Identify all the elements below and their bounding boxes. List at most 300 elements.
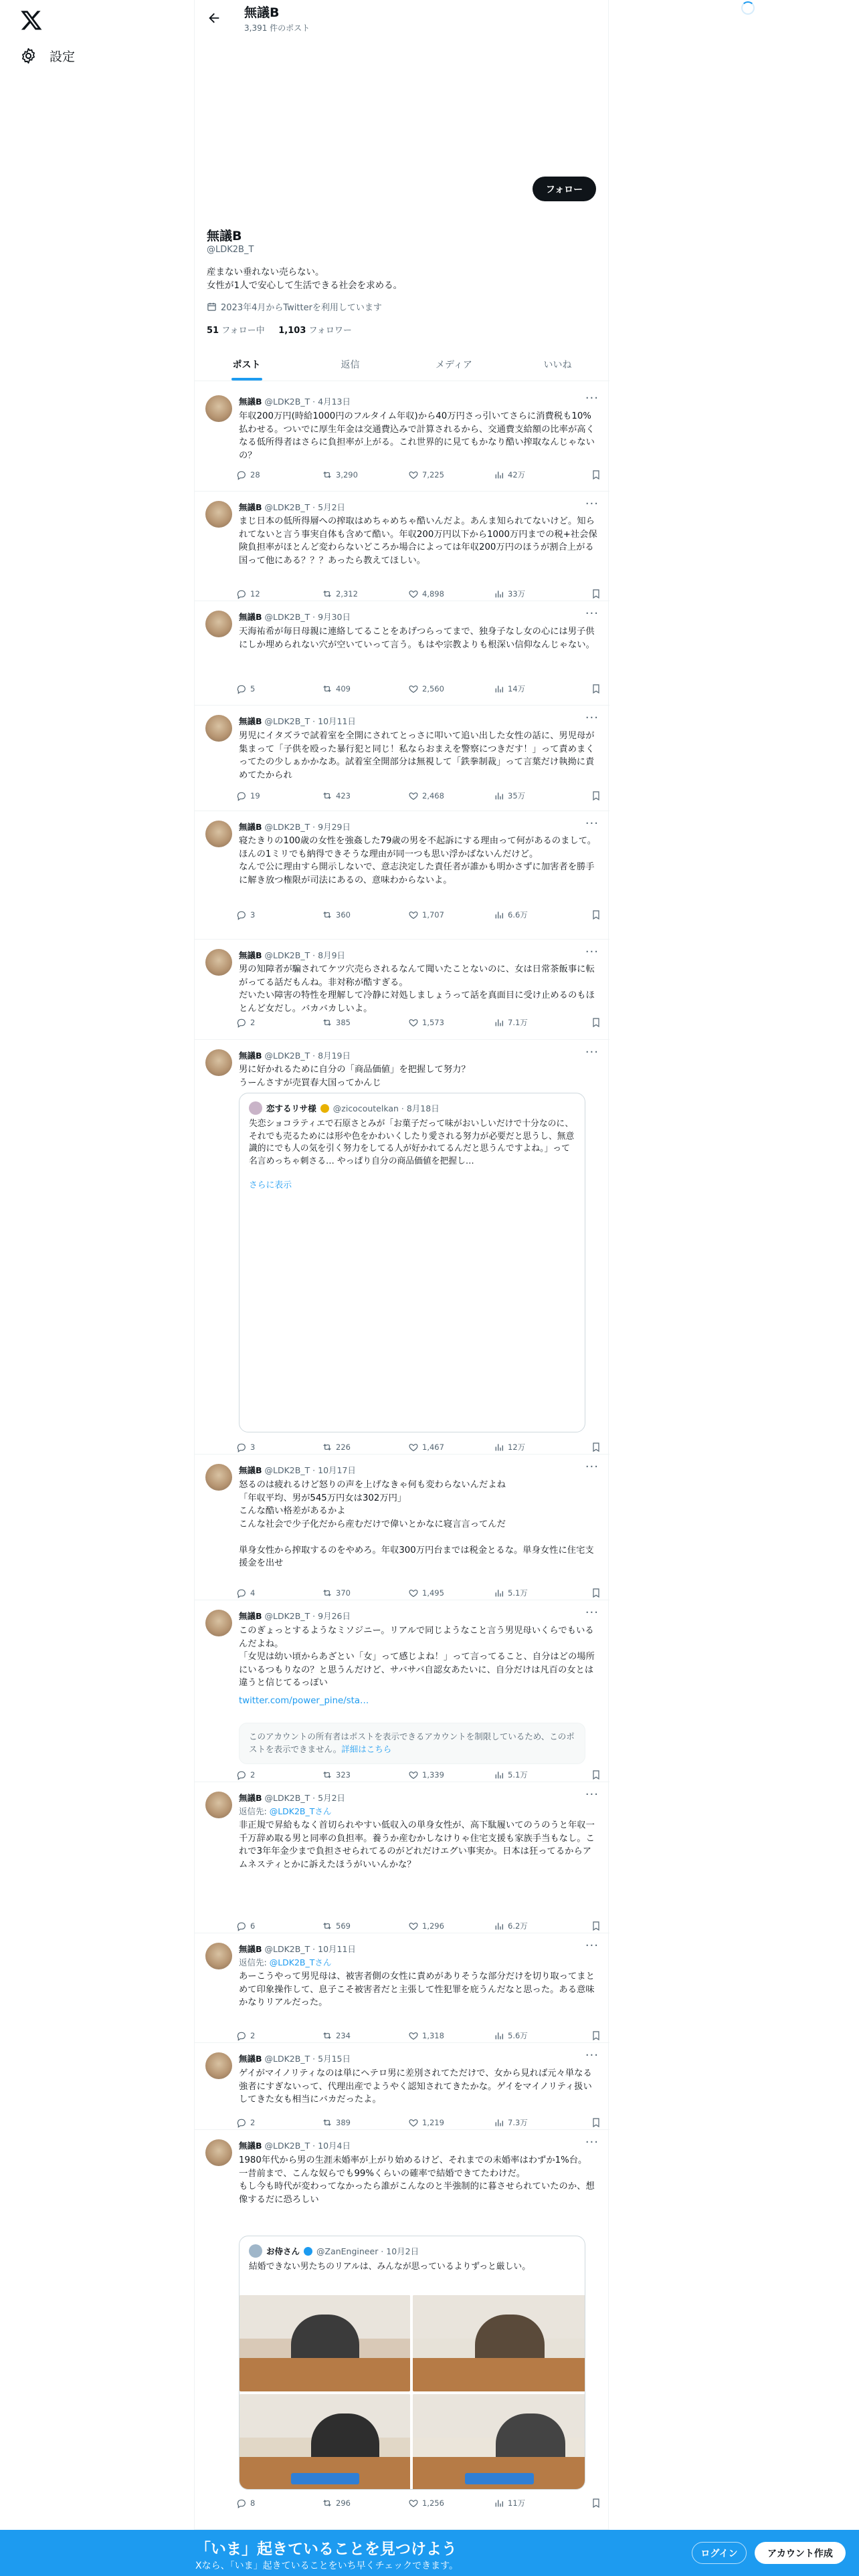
retweet-icon <box>322 790 332 801</box>
views-icon <box>494 1769 504 1780</box>
bookmark-icon <box>591 2030 601 2041</box>
like-button[interactable] <box>408 1442 494 1453</box>
reply-icon <box>236 2498 247 2508</box>
retweet-button[interactable] <box>322 683 408 694</box>
bio-line: 産まない垂れない売らない。 <box>207 267 324 278</box>
reply-button[interactable] <box>236 1588 322 1598</box>
tweet-meta: @LDK2B_T · 5月2日 <box>262 1793 346 1803</box>
following-link[interactable] <box>207 326 265 336</box>
tweet-author[interactable]: 無議B <box>239 612 262 622</box>
followers-link[interactable] <box>278 326 352 336</box>
bookmark-button[interactable] <box>591 2117 601 2128</box>
avatar[interactable] <box>205 821 232 847</box>
views-button[interactable] <box>494 1588 581 1598</box>
avatar[interactable] <box>205 501 232 528</box>
tweet-actions <box>236 1439 601 1455</box>
more-options-icon[interactable]: ··· <box>585 2135 599 2149</box>
tweet-header <box>239 1610 351 1622</box>
more-options-icon[interactable]: ··· <box>585 2048 599 2062</box>
like-button[interactable] <box>408 1588 494 1598</box>
tweet-header <box>239 821 351 833</box>
following-count: 51 <box>207 326 219 336</box>
image-caption <box>465 2473 535 2484</box>
views-icon <box>494 909 504 920</box>
tweet-actions <box>236 2028 601 2044</box>
tweet-actions <box>236 788 601 804</box>
retweet-count: 409 <box>336 684 351 693</box>
tweet-author[interactable]: 無議B <box>239 716 262 726</box>
reply-button[interactable] <box>236 1017 322 1028</box>
reply-button[interactable] <box>236 2117 322 2128</box>
views-count: 5.1万 <box>508 1588 528 1598</box>
quote-author: お侍さん <box>266 2246 300 2256</box>
tweet-actions <box>236 1767 601 1783</box>
tweet-header <box>239 2052 351 2064</box>
login-button[interactable]: ログイン <box>692 2542 747 2564</box>
reply-icon <box>236 2117 247 2128</box>
retweet-icon <box>322 1442 332 1453</box>
like-button[interactable] <box>408 1921 494 1931</box>
retweet-count: 226 <box>336 1442 351 1452</box>
quote-image[interactable] <box>413 2295 585 2391</box>
bookmark-button[interactable] <box>591 1588 601 1598</box>
retweet-icon <box>322 2117 332 2128</box>
retweet-button[interactable] <box>322 1588 408 1598</box>
tweet[interactable] <box>195 2130 609 2530</box>
tweet-meta: @LDK2B_T · 5月15日 <box>262 2054 351 2064</box>
like-button[interactable] <box>408 790 494 801</box>
tweet-text: 1980年代から男の生涯未婚率が上がり始めるけど、それまでの未婚率はわずか1%台。 一昔前まで、こんな奴らでも99%くらいの確率で結婚できてたわけだ。 もし今も時代が変わってなかったら誰がこんなのと半強制的に暮させられていたのか、想像するだに恐ろしい <box>239 2155 595 2205</box>
like-button[interactable] <box>408 2117 494 2128</box>
reply-icon <box>236 1921 247 1931</box>
quote-avatar <box>249 2244 262 2258</box>
tweet-meta: @LDK2B_T · 9月29日 <box>262 822 351 832</box>
retweet-icon <box>322 588 332 599</box>
retweet-button[interactable] <box>322 469 408 480</box>
retweet-button[interactable] <box>322 588 408 599</box>
like-count: 1,707 <box>422 910 444 920</box>
tweet-text: このぎょっとするようなミソジニー。リアルで同じようなこと言う男児母いくらでもいるんだよね。 「女児は幼い頃からあざとい「女」って感じよね！」って言ってること、自分はどの場所にいるつもりなの？と思うんだけど、サバサバ自認女あたいに、自分だけは凡百の女とは違うと信じてるっぽい <box>239 1626 595 1688</box>
tweet-header <box>239 2139 351 2151</box>
tweet-actions <box>236 1585 601 1601</box>
tweet[interactable] <box>195 492 609 601</box>
banner-subtitle: Xなら、「いま」起きていることをいち早くチェックできます。 <box>195 2561 459 2571</box>
loading-spinner-icon <box>741 1 755 15</box>
views-icon <box>494 469 504 480</box>
avatar[interactable] <box>205 1610 232 1636</box>
tweet-text: 男児にイタズラで試着室を全開にされてとっさに叩いて追い出した女性の話に、男児母が集まって「子供を殴った暴行犯と同じ！私ならおまえを警察につきだす！」って責めまくってたの少しぁかかなあ。試着室全開部分は無視して「鉄拳制裁」って言葉だけ執拗に責めてたかられ <box>239 731 595 780</box>
bookmark-icon <box>591 1442 601 1453</box>
tweet-meta: @LDK2B_T · 8月9日 <box>262 950 346 960</box>
like-icon <box>408 1921 419 1931</box>
reply-context <box>239 1805 331 1817</box>
views-count: 11万 <box>508 2498 526 2508</box>
more-options-icon[interactable]: ··· <box>585 1606 599 1620</box>
tweet-header <box>239 395 351 407</box>
reply-count: 12 <box>250 589 260 599</box>
views-button[interactable] <box>494 790 581 801</box>
like-icon <box>408 683 419 694</box>
back-arrow-icon[interactable] <box>207 11 221 25</box>
followers-count: 1,103 <box>278 326 306 336</box>
like-button[interactable] <box>408 469 494 480</box>
tweet[interactable] <box>195 811 609 940</box>
reply-button[interactable] <box>236 683 322 694</box>
like-count: 1,219 <box>422 2118 444 2127</box>
bookmark-icon <box>591 1769 601 1780</box>
tweet-meta: @LDK2B_T · 4月13日 <box>262 397 351 407</box>
quote-header <box>249 2244 419 2258</box>
reply-count: 3 <box>250 1442 256 1452</box>
retweet-icon <box>322 1769 332 1780</box>
views-icon <box>494 1588 504 1598</box>
views-button[interactable] <box>494 2030 581 2041</box>
views-button[interactable] <box>494 1017 581 1028</box>
more-options-icon[interactable]: ··· <box>585 817 599 831</box>
retweet-button[interactable] <box>322 2030 408 2041</box>
views-icon <box>494 1442 504 1453</box>
bookmark-button[interactable] <box>591 790 601 801</box>
avatar[interactable] <box>205 949 232 976</box>
reply-count: 3 <box>250 910 256 920</box>
like-count: 2,468 <box>422 791 444 800</box>
quoted-tweet[interactable] <box>239 1093 585 1432</box>
tweet-header <box>239 715 356 727</box>
notice-learn-more-link[interactable]: 詳細はこちら <box>341 1744 392 1754</box>
like-icon <box>408 909 419 920</box>
profile-bio <box>207 265 595 292</box>
retweet-icon <box>322 909 332 920</box>
tweet-author[interactable]: 無議B <box>239 822 262 832</box>
bookmark-button[interactable] <box>591 1442 601 1453</box>
views-count: 35万 <box>508 791 526 800</box>
views-button[interactable] <box>494 469 581 480</box>
tweet[interactable] <box>195 1040 609 1455</box>
reply-icon <box>236 1769 247 1780</box>
retweet-button[interactable] <box>322 2498 408 2508</box>
quote-image[interactable] <box>240 2394 410 2490</box>
quote-meta: @ZanEngineer · 10月2日 <box>316 2246 419 2256</box>
quote-image[interactable] <box>413 2394 585 2490</box>
avatar[interactable] <box>205 715 232 742</box>
bookmark-button[interactable] <box>591 1017 601 1028</box>
bookmark-icon <box>591 469 601 480</box>
tweet-meta: @LDK2B_T · 10月11日 <box>262 1944 356 1954</box>
quote-author: 恋するリサ様 <box>266 1103 316 1113</box>
tweet-actions <box>236 467 601 483</box>
retweet-count: 423 <box>336 791 351 800</box>
more-options-icon[interactable]: ··· <box>585 711 599 725</box>
like-count: 1,495 <box>422 1588 444 1598</box>
joined-text: 2023年4月からTwitterを利用しています <box>221 303 382 313</box>
bookmark-button[interactable] <box>591 588 601 599</box>
avatar[interactable] <box>205 395 232 422</box>
tweet[interactable] <box>195 1455 609 1600</box>
more-options-icon[interactable]: ··· <box>585 607 599 621</box>
like-icon <box>408 469 419 480</box>
retweet-icon <box>322 1017 332 1028</box>
tweet[interactable] <box>195 1600 609 1782</box>
reply-count: 6 <box>250 1921 256 1931</box>
like-button[interactable] <box>408 2030 494 2041</box>
reply-count: 2 <box>250 1770 256 1780</box>
tweet-text: ゲイがマイノリティなのは単にヘテロ男に差別されてただけで、女から見れば元々単なる強者にすぎないって、代理出産でようやく認知されてきたかな。ゲイをマイノリティ扱いしてきた女も相当にバカだったよ。 <box>239 2068 592 2105</box>
views-count: 7.3万 <box>508 2118 528 2127</box>
like-icon <box>408 1442 419 1453</box>
reply-count: 8 <box>250 2498 256 2508</box>
views-button[interactable] <box>494 683 581 694</box>
following-label: フォロー中 <box>219 326 265 336</box>
views-icon <box>494 1921 504 1931</box>
tweet-actions <box>236 1014 601 1031</box>
like-icon <box>408 790 419 801</box>
avatar[interactable] <box>205 1464 232 1491</box>
reply-button[interactable] <box>236 1442 322 1453</box>
retweet-button[interactable] <box>322 2117 408 2128</box>
like-count: 1,573 <box>422 1018 444 1027</box>
views-count: 33万 <box>508 589 526 599</box>
like-button[interactable] <box>408 909 494 920</box>
avatar[interactable] <box>205 1943 232 1969</box>
banner-title: 「いま」起きていることを見つけよう <box>195 2541 457 2558</box>
reply-count: 2 <box>250 1018 256 1027</box>
retweet-button[interactable] <box>322 1769 408 1780</box>
profile-joined <box>207 300 382 313</box>
like-icon <box>408 588 419 599</box>
reply-button[interactable] <box>236 469 322 480</box>
reply-to-link[interactable]: @LDK2B_Tさん <box>269 1806 332 1816</box>
bookmark-icon <box>591 909 601 920</box>
tab-replies[interactable]: 返信 <box>341 359 360 370</box>
bookmark-icon <box>591 1921 601 1931</box>
reply-button[interactable] <box>236 790 322 801</box>
tweet[interactable] <box>195 706 609 811</box>
tweet-author[interactable]: 無議B <box>239 397 262 407</box>
bookmark-icon <box>591 790 601 801</box>
avatar[interactable] <box>205 611 232 637</box>
reply-count: 28 <box>250 470 260 479</box>
more-options-icon[interactable]: ··· <box>585 391 599 405</box>
reply-icon <box>236 2030 247 2041</box>
like-button[interactable] <box>408 1017 494 1028</box>
reply-count: 4 <box>250 1588 256 1598</box>
like-button[interactable] <box>408 683 494 694</box>
like-button[interactable] <box>408 2498 494 2508</box>
tweet-link[interactable]: twitter.com/power_pine/sta… <box>239 1696 369 1706</box>
avatar[interactable] <box>205 1792 232 1818</box>
views-button[interactable] <box>494 909 581 920</box>
retweet-button[interactable] <box>322 909 408 920</box>
tweet-author[interactable]: 無議B <box>239 1611 262 1621</box>
reply-icon <box>236 1442 247 1453</box>
follow-button[interactable]: フォロー <box>533 177 596 201</box>
views-count: 7.1万 <box>508 1018 528 1027</box>
quote-meta: @zicocoutelkan · 8月18日 <box>332 1103 440 1113</box>
views-button[interactable] <box>494 1769 581 1780</box>
tweet-actions <box>236 2495 601 2511</box>
reply-prefix: 返信先: <box>239 1806 270 1816</box>
retweet-button[interactable] <box>322 1442 408 1453</box>
tweet-author[interactable]: 無議B <box>239 1051 262 1061</box>
like-button[interactable] <box>408 588 494 599</box>
reply-button[interactable] <box>236 588 322 599</box>
tweet-author[interactable]: 無議B <box>239 1465 262 1475</box>
like-icon <box>408 2498 419 2508</box>
tweet-actions <box>236 2115 601 2131</box>
views-button[interactable] <box>494 1442 581 1453</box>
views-count: 5.6万 <box>508 2031 528 2040</box>
bookmark-button[interactable] <box>591 683 601 694</box>
followers-label: フォロワー <box>306 326 352 336</box>
tab-likes[interactable]: いいね <box>543 359 572 370</box>
retweet-button[interactable] <box>322 1921 408 1931</box>
tweet-text: 男に好かれるために自分の「商品価値」を把握して努力？ うーんさすが売買春大国ってかんじ <box>239 1065 470 1088</box>
like-count: 1,256 <box>422 2498 444 2508</box>
reply-to-link[interactable]: @LDK2B_Tさん <box>269 1957 332 1967</box>
tweet[interactable] <box>195 2043 609 2130</box>
show-more-link[interactable]: さらに表示 <box>249 1180 292 1190</box>
profile-banner <box>195 37 608 167</box>
views-button[interactable] <box>494 2117 581 2128</box>
reply-button[interactable] <box>236 1769 322 1780</box>
views-icon <box>494 1017 504 1028</box>
retweet-count: 3,290 <box>336 470 358 479</box>
more-options-icon[interactable]: ··· <box>585 1460 599 1474</box>
tweet-text: まじ日本の低所得層への搾取はめちゃめちゃ酷いんだよ。あんま知られてないけど。知られてないと言う事実自体も含めて酷い。年収200万円以下から1000万円までの税+社会保険負担率がほとんど変わらないどころか場合によっては年収200万円のほうが割合上がる国って他にある？？？あったら教えてほしい。 <box>239 516 597 566</box>
views-icon <box>494 2030 504 2041</box>
bookmark-button[interactable] <box>591 2498 601 2508</box>
views-button[interactable] <box>494 1921 581 1931</box>
reply-icon <box>236 1017 247 1028</box>
reply-count: 2 <box>250 2031 256 2040</box>
bookmark-icon <box>591 588 601 599</box>
settings-link[interactable] <box>19 47 75 65</box>
views-icon <box>494 683 504 694</box>
profile-tabs <box>195 348 609 381</box>
views-count: 6.6万 <box>508 910 528 920</box>
tweet-author[interactable]: 無議B <box>239 502 262 512</box>
like-count: 1,318 <box>422 2031 444 2040</box>
verified-badge-icon <box>304 2247 312 2256</box>
quote-image[interactable] <box>240 2295 410 2391</box>
bookmark-button[interactable] <box>591 469 601 480</box>
verified-badge-icon <box>320 1104 329 1113</box>
more-options-icon[interactable]: ··· <box>585 497 599 511</box>
views-button[interactable] <box>494 2498 581 2508</box>
reply-icon <box>236 1588 247 1598</box>
tweet-author[interactable]: 無議B <box>239 950 262 960</box>
avatar[interactable] <box>205 2139 232 2166</box>
like-icon <box>408 1588 419 1598</box>
reply-button[interactable] <box>236 1921 322 1931</box>
tweet-author[interactable]: 無議B <box>239 2054 262 2064</box>
tweet-meta: @LDK2B_T · 8月19日 <box>262 1051 351 1061</box>
bookmark-icon <box>591 1588 601 1598</box>
like-count: 2,560 <box>422 684 444 693</box>
tweet-author[interactable]: 無議B <box>239 2141 262 2151</box>
avatar[interactable] <box>205 1049 232 1076</box>
tweet[interactable] <box>195 940 609 1040</box>
like-icon <box>408 2117 419 2128</box>
tweet-actions <box>236 907 601 923</box>
main-column <box>194 0 609 2576</box>
tweet[interactable] <box>195 1933 609 2043</box>
bookmark-button[interactable] <box>591 1921 601 1931</box>
more-options-icon[interactable]: ··· <box>585 1939 599 1953</box>
reply-icon <box>236 683 247 694</box>
like-icon <box>408 1769 419 1780</box>
tab-posts[interactable]: ポスト <box>195 348 298 381</box>
quote-header <box>249 1101 440 1115</box>
like-count: 1,467 <box>422 1442 444 1452</box>
reply-button[interactable] <box>236 2498 322 2508</box>
tweet-text: 怒るのは疲れるけど怒りの声を上げなきゃ何も変わらないんだよね 「年収平均、男が545万円女は302万円」 こんな酷い格差があるかよ こんな社会で少子化だから産むだけで偉いとかなに寝言言ってんだ 単身女性から搾取するのをやめろ。年収300万円台までは税金とるな。単身女性に住宅支援金を出せ <box>239 1480 594 1568</box>
bookmark-button[interactable] <box>591 2030 601 2041</box>
reply-button[interactable] <box>236 909 322 920</box>
tweet[interactable] <box>195 1782 609 1933</box>
tweet-author[interactable]: 無議B <box>239 1944 262 1954</box>
more-options-icon[interactable]: ··· <box>585 945 599 959</box>
retweet-count: 385 <box>336 1018 351 1027</box>
retweet-icon <box>322 683 332 694</box>
bio-line: 女性が1人で安心して生活できる社会を求める。 <box>207 280 403 291</box>
like-button[interactable] <box>408 1769 494 1780</box>
retweet-count: 569 <box>336 1921 351 1931</box>
x-logo-icon[interactable] <box>20 9 43 31</box>
retweet-count: 360 <box>336 910 351 920</box>
tweet-actions <box>236 681 601 697</box>
header-post-count: 3,391 件のポスト <box>244 23 310 33</box>
tab-media[interactable]: メディア <box>436 359 472 370</box>
retweet-count: 296 <box>336 2498 351 2508</box>
retweet-count: 2,312 <box>336 589 358 599</box>
tweet[interactable] <box>195 601 609 706</box>
more-options-icon[interactable]: ··· <box>585 1788 599 1802</box>
views-icon <box>494 790 504 801</box>
tweet-author[interactable]: 無議B <box>239 1793 262 1803</box>
profile-section <box>195 167 608 383</box>
bookmark-button[interactable] <box>591 909 601 920</box>
tweet-meta: @LDK2B_T · 9月26日 <box>262 1611 351 1621</box>
tweet[interactable] <box>195 386 609 492</box>
like-icon <box>408 1017 419 1028</box>
views-count: 42万 <box>508 470 526 479</box>
like-count: 7,225 <box>422 470 444 479</box>
retweet-button[interactable] <box>322 790 408 801</box>
more-options-icon[interactable]: ··· <box>585 1045 599 1059</box>
notice-text: このアカウントの所有者はポストを表示できるアカウントを制限しているため、このポストを表示できません。 <box>249 1731 575 1754</box>
tweet-header <box>239 501 345 513</box>
reply-button[interactable] <box>236 2030 322 2041</box>
retweet-icon <box>322 2030 332 2041</box>
gear-icon <box>19 47 37 65</box>
signup-button[interactable]: アカウント作成 <box>755 2542 846 2564</box>
like-count: 1,339 <box>422 1770 444 1780</box>
bookmark-button[interactable] <box>591 1769 601 1780</box>
retweet-button[interactable] <box>322 1017 408 1028</box>
views-count: 5.1万 <box>508 1770 528 1780</box>
quoted-tweet[interactable] <box>239 2236 585 2490</box>
tweet-header <box>239 1464 356 1476</box>
tweet-text: 年収200万円(時給1000円のフルタイム年収)から40万円さっ引いてさらに消費税も10%払わせる。ついでに厚生年金は交通費込みで計算されるから、交通費支給額の比率が高くなる低所得者はさらに負担率が上がる。これ世界的に見てもかなり酷い搾取なんじゃないの？ <box>239 411 595 461</box>
image-caption <box>291 2473 359 2484</box>
tweet-meta: @LDK2B_T · 10月17日 <box>262 1465 356 1475</box>
retweet-icon <box>322 1588 332 1598</box>
tweet-text: あーこうやって男児母は、被害者側の女性に責めがありそうな部分だけを切り取ってまとめて印象操作して、息子こそ被害者だと主張して性犯罪を庇うんだなと思った。ある意味かなりリアルだった。 <box>239 1971 595 2008</box>
retweet-icon <box>322 2498 332 2508</box>
avatar[interactable] <box>205 2052 232 2079</box>
views-button[interactable] <box>494 588 581 599</box>
